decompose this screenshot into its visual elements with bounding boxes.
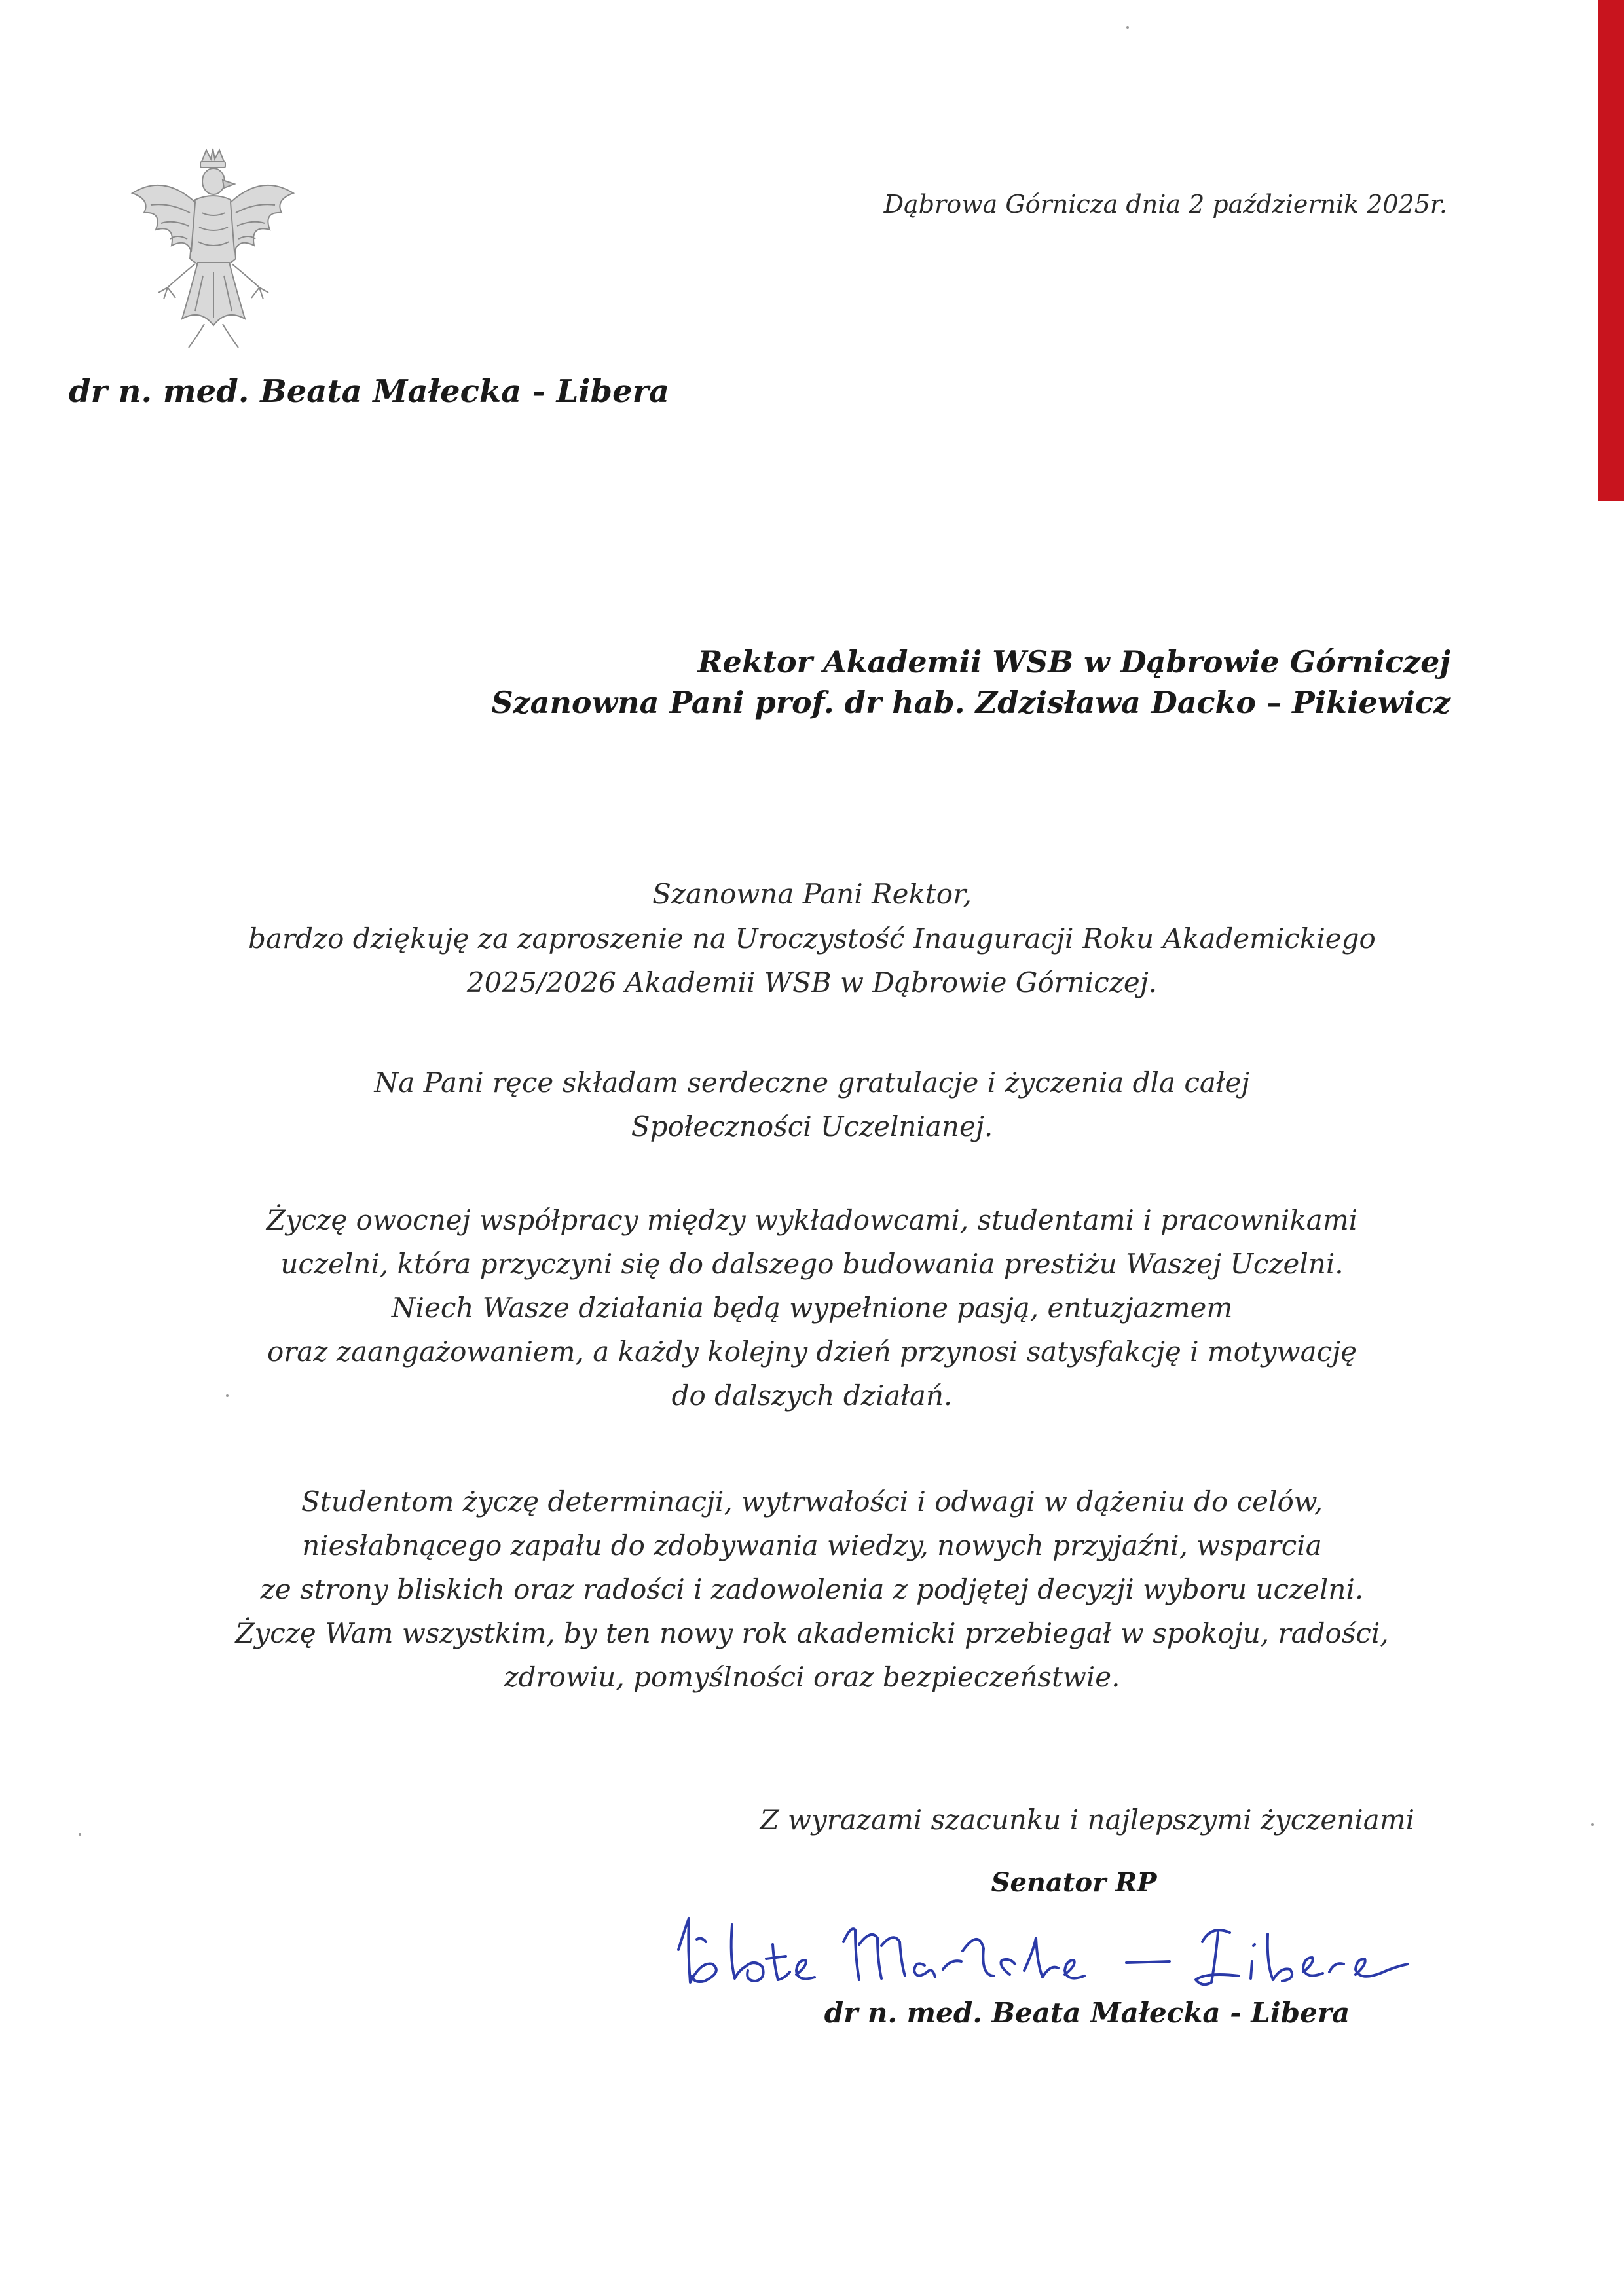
body-paragraph: [229, 1480, 1395, 1699]
body-paragraph: [229, 1061, 1395, 1148]
scan-speck: [79, 1833, 81, 1836]
sender-footer-name: dr n. med. Beata Małecka - Libera: [824, 1997, 1350, 2029]
addressee-block: [403, 642, 1450, 723]
polish-eagle-emblem-icon: [124, 147, 301, 350]
scan-speck: [1126, 26, 1129, 29]
scan-speck: [1591, 1823, 1594, 1826]
salutation: [229, 872, 1395, 916]
paragraph-line: Studentom życzę determinacji, wytrwałości i odwagi w dążeniu do celów,: [301, 1485, 1323, 1518]
paragraph-line: zdrowiu, pomyślności oraz bezpieczeństwie.: [504, 1661, 1120, 1693]
body-paragraph: [229, 917, 1395, 1004]
scan-speck: [226, 1394, 229, 1397]
paragraph-line: bardzo dziękuję za zaproszenie na Uroczystość Inauguracji Roku Akademickiego: [248, 922, 1376, 955]
paragraph-line: Społeczności Uczelnianej.: [631, 1110, 993, 1142]
sender-title: Senator RP: [991, 1867, 1157, 1898]
body-paragraph: [229, 1198, 1395, 1417]
addressee-line: Rektor Akademii WSB w Dąbrowie Górniczej: [697, 644, 1450, 680]
letter-date: Dąbrowa Górnicza dnia 2 październik 2025r.: [883, 190, 1447, 219]
paragraph-line: Niech Wasze działania będą wypełnione pasją, entuzjazmem: [391, 1292, 1233, 1324]
closing-phrase: Z wyrazami szacunku i najlepszymi życzeniami: [760, 1804, 1414, 1836]
paragraph-line: do dalszych działań.: [671, 1379, 953, 1412]
paragraph-line: ze strony bliskich oraz radości i zadowolenia z podjętej decyzji wyboru uczelni.: [260, 1573, 1364, 1605]
red-accent-strip: [1598, 0, 1624, 501]
paragraph-line: Życzę owocnej współpracy między wykładowcami, studentami i pracownikami: [266, 1204, 1358, 1236]
sender-header-name: dr n. med. Beata Małecka - Libera: [69, 373, 670, 410]
salutation-text: Szanowna Pani Rektor,: [652, 878, 972, 910]
paragraph-line: oraz zaangażowaniem, a każdy kolejny dzień przynosi satysfakcję i motywację: [267, 1336, 1357, 1368]
handwritten-signature: [674, 1899, 1414, 1997]
paragraph-line: uczelni, która przyczyni się do dalszego budowania prestiżu Waszej Uczelni.: [280, 1248, 1344, 1280]
paragraph-line: Życzę Wam wszystkim, by ten nowy rok akademicki przebiegał w spokoju, radości,: [235, 1617, 1389, 1649]
paragraph-line: 2025/2026 Akademii WSB w Dąbrowie Górniczej.: [466, 966, 1158, 998]
paragraph-line: Na Pani ręce składam serdeczne gratulacje i życzenia dla całej: [374, 1066, 1250, 1099]
paragraph-line: niesłabnącego zapału do zdobywania wiedzy, nowych przyjaźni, wsparcia: [302, 1529, 1322, 1561]
addressee-line: Szanowna Pani prof. dr hab. Zdzisława Dacko – Pikiewicz: [491, 685, 1450, 720]
